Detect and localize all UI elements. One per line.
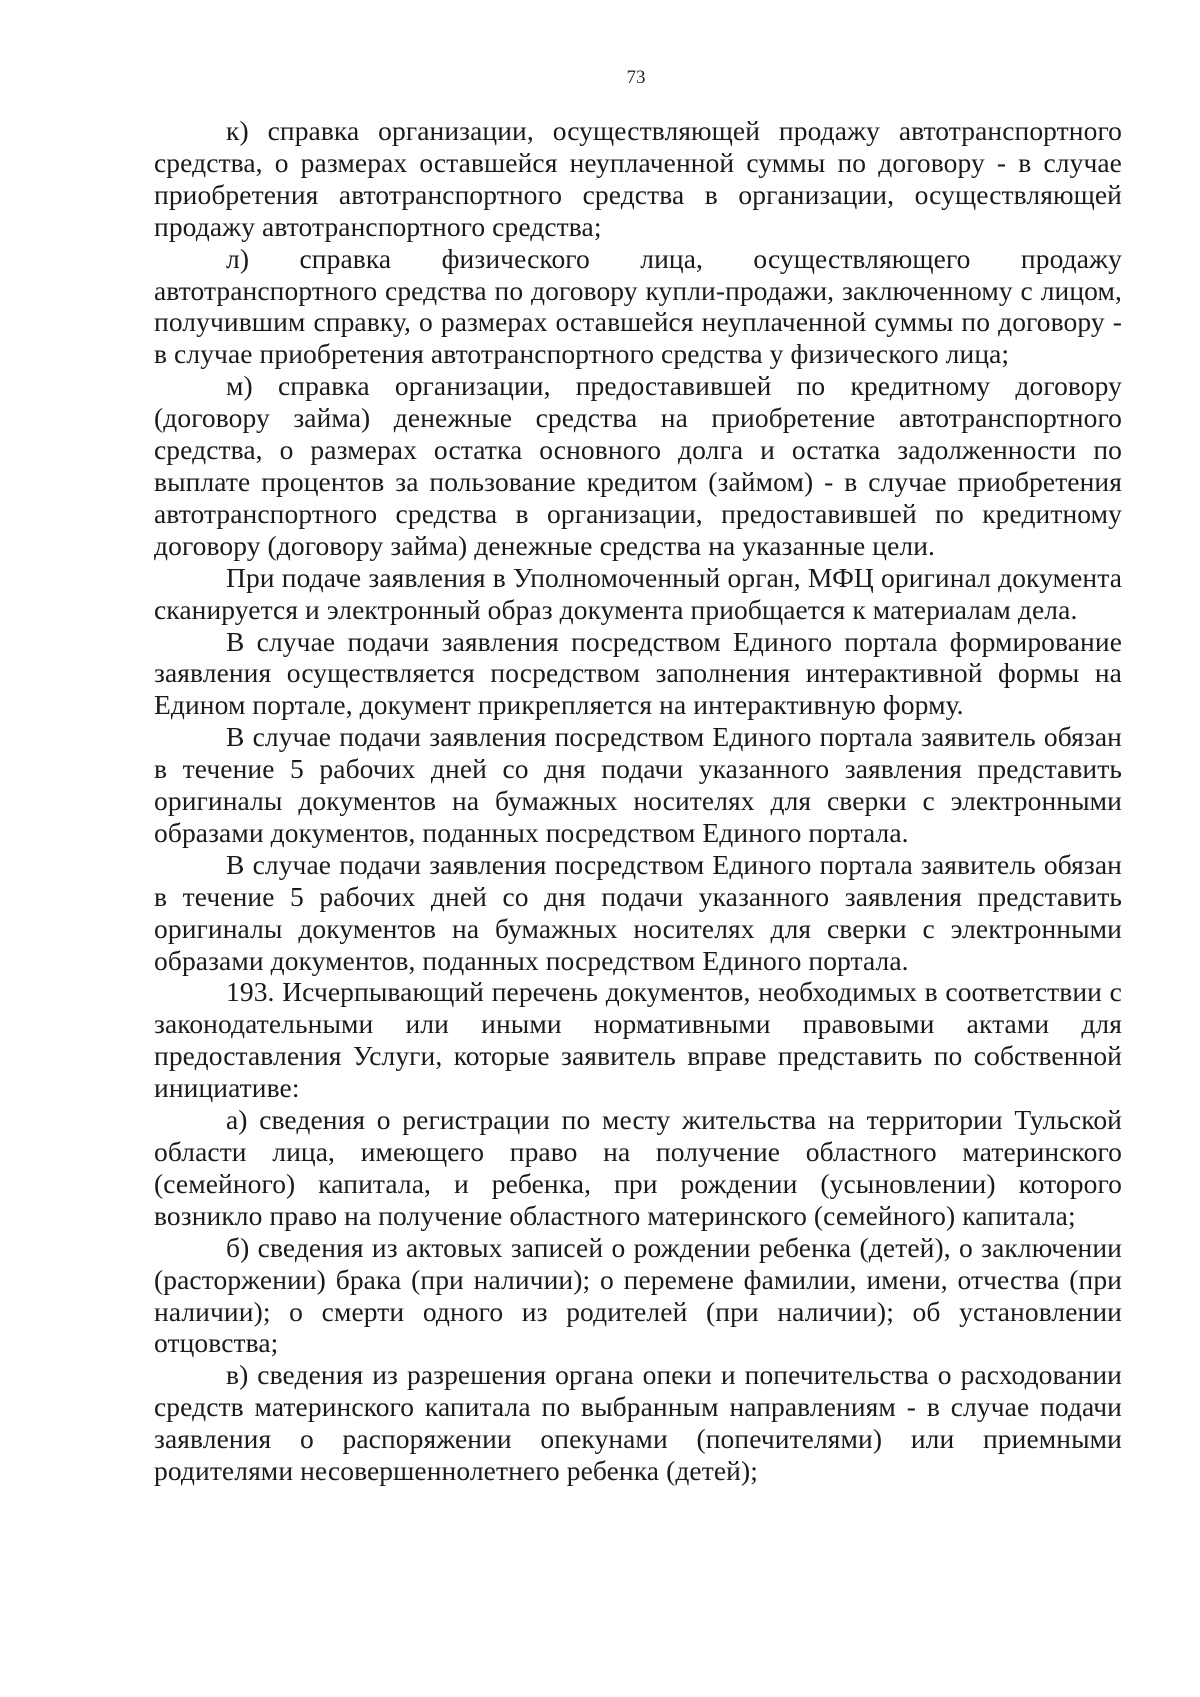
paragraph-portal-originals-1: В случае подачи заявления посредством Единого портала заявитель обязан в течение 5 рабочих дней со дня подачи указанного заявления представить оригиналы документов на бумажных носителях для сверки с электронными образами документов, поданных посредством Единого портала. [154,721,1122,848]
document-body [154,115,1122,1487]
paragraph-v: в) сведения из разрешения органа опеки и попечительства о расходовании средств материнского капитала по выбранным направлениям - в случае подачи заявления о распоряжении опекунами (попечителями) или приемными родителями несовершеннолетнего ребенка (детей); [154,1359,1122,1487]
paragraph-portal-form: В случае подачи заявления посредством Единого портала формирование заявления осуществляется посредством заполнения интерактивной формы на Едином портале, документ прикрепляется на интерактивную форму. [154,625,1122,721]
paragraph-193: 193. Исчерпывающий перечень документов, необходимых в соответствии с законодательными или иными нормативными правовыми актами для предоставления Услуги, которые заявитель вправе представить по собственной инициативе: [154,976,1122,1104]
paragraph-b: б) сведения из актовых записей о рождении ребенка (детей), о заключении (расторжении) брака (при наличии); о перемене фамилии, имени, отчества (при наличии); о смерти одного из родителей (при наличии); об установлении отцовства; [154,1231,1122,1359]
paragraph-m: м) справка организации, предоставившей по кредитному договору (договору займа) денежные средства на приобретение автотранспортного средства, о размерах остатка основного долга и остатка задолженности по выплате процентов за пользование кредитом (займом) - в случае приобретения автотранспортного средства в организации, предоставившей по кредитному договору (договору займа) денежные средства на указанные цели. [154,370,1122,561]
paragraph-l: л) справка физического лица, осуществляющего продажу автотранспортного средства по договору купли-продажи, заключенному с лицом, получившим справку, о размерах оставшейся неуплаченной суммы по договору - в случае приобретения автотранспортного средства у физического лица; [154,242,1122,370]
paragraph-a: а) сведения о регистрации по месту жительства на территории Тульской области лица, имеющего право на получение областного материнского (семейного) капитала, и ребенка, при рождении (усыновлении) которого возникло право на получение областного материнского (семейного) капитала; [154,1104,1122,1231]
paragraph-scan-note: При подаче заявления в Уполномоченный орган, МФЦ оригинал документа сканируется и электронный образ документа приобщается к материалам дела. [154,561,1122,625]
paragraph-k: к) справка организации, осуществляющей продажу автотранспортного средства, о размерах оставшейся неуплаченной суммы по договору - в случае приобретения автотранспортного средства в организации, осуществляющей продажу автотранспортного средства; [154,115,1122,242]
paragraph-portal-originals-2: В случае подачи заявления посредством Единого портала заявитель обязан в течение 5 рабочих дней со дня подачи указанного заявления представить оригиналы документов на бумажных носителях для сверки с электронными образами документов, поданных посредством Единого портала. [154,848,1122,976]
page-number: 73 [626,67,646,88]
